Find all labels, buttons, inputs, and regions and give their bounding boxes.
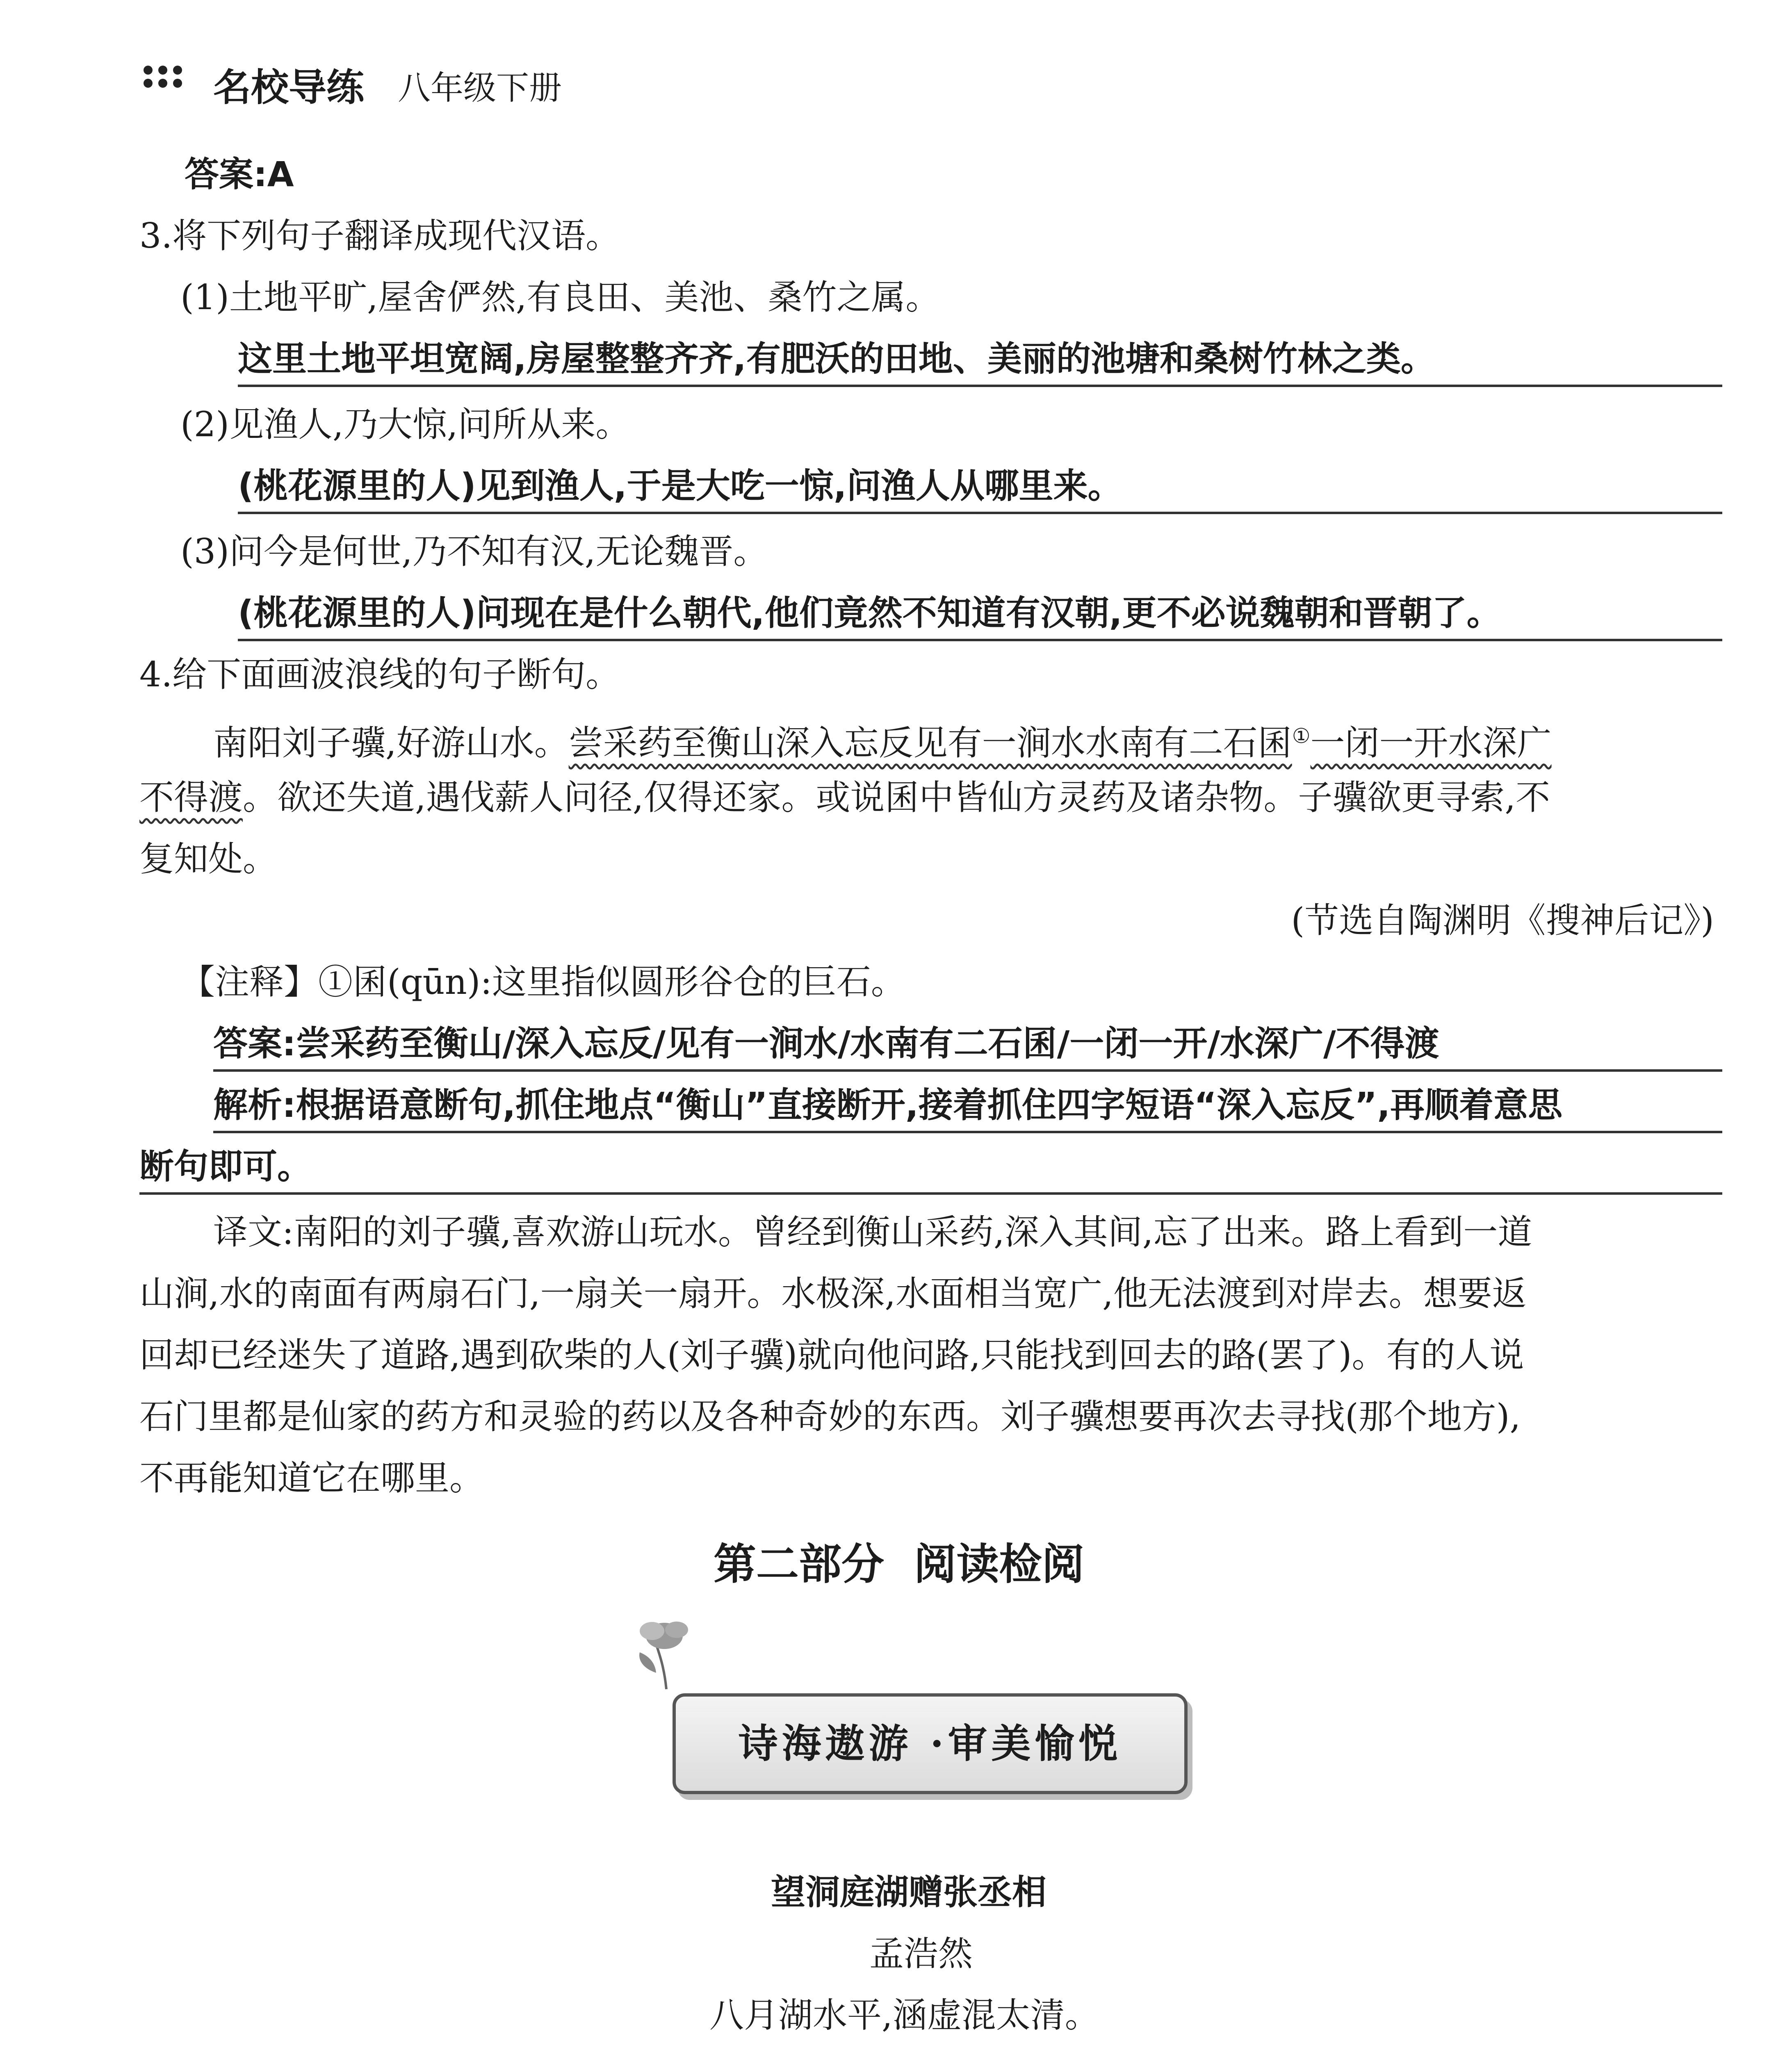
passage-plain-1: 南阳刘子骥,好游山水。: [213, 723, 569, 763]
passage-line-2: [139, 775, 1550, 820]
q4-analysis-line-1: 解析:根据语意断句,抓住地点“衡山”直接断开,接着抓住四字短语“深入忘反”,再顺着意思: [213, 1082, 1722, 1133]
q4-answer: 答案:尝采药至衡山/深入忘反/见有一涧水/水南有二石囷/一闭一开/水深广/不得渡: [213, 1021, 1722, 1072]
header-dots-icon: [144, 66, 184, 88]
passage-wavy-1: 尝采药至衡山深入忘反见有一涧水水南有二石囷: [568, 723, 1292, 763]
part2-title: 第二部分 阅读检阅: [714, 1539, 1085, 1589]
translation-line-1: 译文:南阳的刘子骥,喜欢游山玩水。曾经到衡山采药,深入其间,忘了出来。路上看到一道: [213, 1212, 1532, 1252]
q4-stem: 4.给下面画波浪线的句子断句。: [139, 654, 620, 695]
grade-label: 八年级下册: [398, 69, 562, 107]
passage-line-1: [213, 713, 1552, 765]
flower-decoration-icon: [632, 1611, 701, 1693]
poem-title: 望洞庭湖赠张丞相: [771, 1872, 1047, 1912]
series-title: 名校导练: [213, 66, 365, 109]
translation-line-5: 不再能知道它在哪里。: [139, 1458, 484, 1498]
previous-answer: 答案:A: [185, 154, 294, 194]
q4-analysis-line-2: 断句即可。: [139, 1144, 1722, 1195]
poem-author: 孟浩然: [869, 1934, 973, 1974]
passage-plain-2: 。欲还失道,遇伐薪人问径,仅得还家。或说囷中皆仙方灵药及诸杂物。子骥欲更寻索,不: [243, 777, 1550, 818]
q3-stem: 3.将下列句子翻译成现代汉语。: [139, 216, 620, 256]
q3-answer-1: 这里土地平坦宽阔,房屋整整齐齐,有肥沃的田地、美丽的池塘和桑树竹林之类。: [238, 336, 1722, 387]
q3-sentence-2: (2)见渔人,乃大惊,问所从来。: [180, 404, 630, 444]
q3-answer-3: (桃花源里的人)问现在是什么朝代,他们竟然不知道有汉朝,更不必说魏朝和晋朝了。: [238, 590, 1722, 641]
q3-answer-2: (桃花源里的人)见到渔人,于是大吃一惊,问渔人从哪里来。: [238, 463, 1722, 514]
passage-line-3: 复知处。: [139, 839, 278, 879]
translation-line-2: 山涧,水的南面有两扇石门,一扇关一扇开。水极深,水面相当宽广,他无法渡到对岸去。想要返: [139, 1273, 1527, 1314]
poem-line-1: 八月湖水平,涵虚混太清。: [709, 1995, 1099, 2035]
q3-sentence-1: (1)土地平旷,屋舍俨然,有良田、美池、桑竹之属。: [180, 277, 940, 317]
footnote-mark: ①: [1292, 724, 1311, 748]
translation-line-3: 回却已经迷失了道路,遇到砍柴的人(刘子骥)就向他问路,只能找到回去的路(罢了)。有的人说: [139, 1335, 1524, 1375]
translation-line-4: 石门里都是仙家的药方和灵验的药以及各种奇妙的东西。刘子骥想要再次去寻找(那个地方),: [139, 1396, 1521, 1437]
passage-source: (节选自陶渊明《搜神后记》): [1291, 900, 1714, 941]
q3-sentence-3: (3)问今是何世,乃不知有汉,无论魏晋。: [180, 531, 768, 572]
section-banner: [673, 1693, 1188, 1794]
banner-text: 诗海遨游 ·审美愉悦: [738, 1720, 1122, 1767]
passage-wavy-1b: 一闭一开水深广: [1310, 723, 1552, 763]
footnote: 【注释】①囷(qūn):这里指似圆形谷仓的巨石。: [180, 962, 905, 1002]
passage-wavy-2: 不得渡: [139, 777, 243, 818]
